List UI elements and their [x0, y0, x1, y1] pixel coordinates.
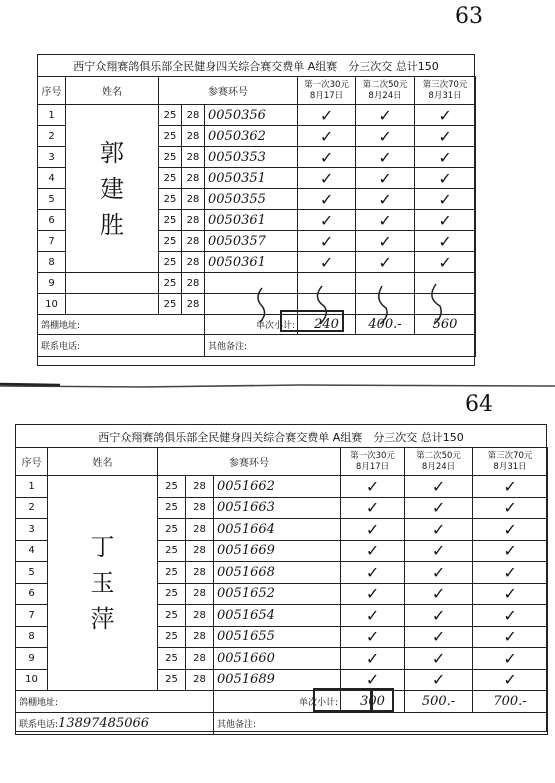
row-seq: 9: [16, 648, 48, 670]
row-seq: 2: [16, 497, 48, 519]
row-seq: 6: [16, 583, 48, 605]
notes-label: 其他备注:: [205, 335, 476, 357]
pay2-check: ✓: [356, 126, 415, 147]
ring-number: 0050357: [205, 231, 298, 252]
owner-name-blank: [66, 294, 159, 315]
ring-prefix-b: 28: [182, 126, 205, 147]
ring-prefix-b: 28: [182, 168, 205, 189]
pay3-check: ✓: [473, 497, 548, 519]
pay2-check: ✓: [405, 669, 473, 691]
ring-prefix-b: 28: [186, 605, 214, 627]
owner-name-char: 郭: [100, 138, 124, 167]
fee-table: [15, 447, 548, 735]
ring-prefix-b: 28: [186, 476, 214, 498]
pay2-check: ✓: [356, 168, 415, 189]
pay3-check: ✓: [473, 605, 548, 627]
header-pay2-label: 第二次50元: [362, 79, 408, 90]
ring-prefix-a: 25: [159, 126, 182, 147]
pay2-check: ✓: [405, 562, 473, 584]
row-seq: 8: [16, 626, 48, 648]
phone-label: 联系电话:: [38, 335, 205, 357]
ring-prefix-a: 25: [159, 294, 182, 315]
row-seq: 3: [16, 519, 48, 541]
pay3-check: ✓: [415, 189, 476, 210]
pay2-check: ✓: [405, 497, 473, 519]
subtotal-pay2: 500.-: [405, 691, 473, 713]
ring-prefix-a: 25: [158, 476, 186, 498]
pay3-check: ✓: [415, 147, 476, 168]
ring-prefix-b: 28: [186, 519, 214, 541]
pay3-check: ✓: [415, 252, 476, 273]
header-ring: 参赛环号: [159, 77, 298, 105]
owner-name-char: 建: [100, 174, 124, 203]
pay3-check: ✓: [473, 519, 548, 541]
table-row: [16, 476, 548, 498]
header-name: 姓名: [66, 77, 159, 105]
ring-prefix-b: 28: [182, 231, 205, 252]
phone-label: 联系电话:: [19, 720, 59, 730]
pay3-check: ✓: [415, 105, 476, 126]
ring-prefix-b: 28: [182, 210, 205, 231]
pay3-check: ✓: [473, 583, 548, 605]
ring-prefix-b: 28: [182, 105, 205, 126]
pay1-check: ✓: [298, 126, 356, 147]
scan-edge: [0, 380, 555, 392]
pay3-check: ✓: [473, 669, 548, 691]
owner-name-char: 丁: [90, 533, 115, 561]
pay2-check: ✓: [405, 583, 473, 605]
ring-number: 0051664: [214, 519, 341, 541]
pay3-check: ✓: [473, 540, 548, 562]
header-pay2: [356, 77, 415, 105]
row-seq: 2: [38, 126, 66, 147]
ring-prefix-a: 25: [158, 583, 186, 605]
notes-label: 其他备注:: [214, 713, 548, 735]
header-pay2-date: 8月24日: [421, 461, 456, 472]
header-pay1: [341, 448, 405, 476]
row-seq: 7: [38, 231, 66, 252]
ring-number: 0050356: [205, 105, 298, 126]
pay2-check: ✓: [405, 605, 473, 627]
ring-prefix-a: 25: [159, 273, 182, 294]
form-title: 西宁众翔赛鸽俱乐部全民健身四关综合赛交费单 A组赛 分三次交 总计150: [73, 60, 439, 73]
pay1-check: ✓: [298, 252, 356, 273]
subtotal-pay3: 700.-: [473, 691, 548, 713]
ring-prefix-a: 25: [158, 519, 186, 541]
subtotal-label: 单次小计:: [214, 691, 341, 713]
ring-prefix-b: 28: [186, 562, 214, 584]
header-pay1: [298, 77, 356, 105]
pay2-check: ✓: [405, 476, 473, 498]
row-seq: 4: [16, 540, 48, 562]
pay2-check: ✓: [405, 626, 473, 648]
subtotal-pay1: 300: [341, 691, 405, 713]
header-pay1-date: 8月17日: [309, 90, 344, 101]
header-seq: 序号: [16, 448, 48, 476]
ring-number: 0051663: [214, 497, 341, 519]
ring-prefix-b: 28: [186, 540, 214, 562]
phone-cell: [16, 713, 214, 735]
ring-prefix-a: 25: [158, 648, 186, 670]
header-pay1-label: 第一次30元: [304, 79, 349, 90]
row-seq: 10: [38, 294, 66, 315]
page-number: 63: [455, 4, 483, 29]
ring-number: 0050355: [205, 189, 298, 210]
pay1-check: ✓: [298, 105, 356, 126]
subtotal-pay1: 240: [298, 315, 356, 335]
pay2-check: ✓: [405, 648, 473, 670]
table-row: [38, 105, 476, 126]
owner-name-char: 萍: [90, 605, 115, 633]
subtotal-stamp: [280, 310, 344, 332]
row-seq: 10: [16, 669, 48, 691]
row-seq: 4: [38, 168, 66, 189]
pay2-check: ✓: [356, 189, 415, 210]
row-seq: 5: [38, 189, 66, 210]
row-seq: 3: [38, 147, 66, 168]
ring-prefix-b: 28: [182, 294, 205, 315]
pay1-check: ✓: [341, 497, 405, 519]
pay1-check: ✓: [298, 231, 356, 252]
row-seq: 6: [38, 210, 66, 231]
pay3-check: ✓: [473, 626, 548, 648]
ring-prefix-a: 25: [159, 168, 182, 189]
owner-name-cell: [66, 105, 159, 273]
ring-number: 0050361: [205, 210, 298, 231]
pay2-check: ✓: [356, 147, 415, 168]
ring-prefix-a: 25: [159, 210, 182, 231]
pay3-check: ✓: [473, 476, 548, 498]
ring-prefix-b: 28: [182, 189, 205, 210]
pay1-check: ✓: [298, 210, 356, 231]
subtotal-stamp: [370, 688, 394, 712]
pay3-check: ✓: [415, 168, 476, 189]
ring-prefix-a: 25: [159, 231, 182, 252]
ring-prefix-a: 25: [158, 562, 186, 584]
pay1-check: ✓: [341, 540, 405, 562]
ring-number: 0050361: [205, 252, 298, 273]
header-pay2-label: 第二次50元: [416, 450, 461, 461]
ring-prefix-a: 25: [159, 252, 182, 273]
loft-address-label: 鸽棚地址:: [16, 691, 214, 713]
owner-name-char: 胜: [100, 210, 124, 239]
subtotal-label: 单次小计:: [205, 315, 298, 335]
header-seq: 序号: [38, 77, 66, 105]
pay1-check: ✓: [341, 519, 405, 541]
ring-number: 0051662: [214, 476, 341, 498]
pay1-check: ✓: [298, 168, 356, 189]
loft-address-label: 鸽棚地址:: [38, 315, 205, 335]
pay3-check: ✓: [473, 648, 548, 670]
ring-prefix-b: 28: [182, 273, 205, 294]
pay3-check: ✓: [415, 231, 476, 252]
ring-prefix-a: 25: [159, 105, 182, 126]
pay1-check: ✓: [341, 669, 405, 691]
header-pay3: [473, 448, 548, 476]
subtotal-stamp: [313, 688, 373, 712]
ring-number: 0051652: [214, 583, 341, 605]
ring-prefix-a: 25: [158, 605, 186, 627]
pay1-check: ✓: [341, 605, 405, 627]
row-seq: 1: [16, 476, 48, 498]
pay3-check: ✓: [415, 126, 476, 147]
row-seq: 5: [16, 562, 48, 584]
row-seq: 8: [38, 252, 66, 273]
page-number: 64: [465, 392, 493, 417]
ring-number: 0050353: [205, 147, 298, 168]
subtotal-pay3: 560: [415, 315, 476, 335]
pay1-check: ✓: [341, 648, 405, 670]
ring-number: 0050351: [205, 168, 298, 189]
header-pay3-date: 8月31日: [428, 90, 462, 101]
header-pay3-date: 8月31日: [493, 461, 527, 472]
owner-name-char: 玉: [90, 569, 115, 597]
ring-prefix-b: 28: [182, 147, 205, 168]
pay1-check: ✓: [341, 562, 405, 584]
ring-number: 0051689: [214, 669, 341, 691]
owner-name-blank: [66, 273, 159, 294]
header-ring: 参赛环号: [158, 448, 341, 476]
header-name: 姓名: [48, 448, 158, 476]
ring-prefix-b: 28: [182, 252, 205, 273]
row-seq: 1: [38, 105, 66, 126]
row-seq: 7: [16, 605, 48, 627]
pay1-check: ✓: [341, 626, 405, 648]
owner-name-cell: [48, 476, 158, 691]
pay2-check: ✓: [405, 519, 473, 541]
contact-row: [38, 335, 476, 357]
header-pay3: [415, 77, 476, 105]
pay1-check: ✓: [298, 147, 356, 168]
ring-prefix-b: 28: [186, 583, 214, 605]
pay1-check: ✓: [341, 476, 405, 498]
pay2-check: ✓: [405, 540, 473, 562]
phone-value: 13897485066: [58, 716, 150, 731]
row-seq: 9: [38, 273, 66, 294]
ring-prefix-b: 28: [186, 669, 214, 691]
header-pay2-date: 8月24日: [368, 90, 402, 101]
pay2-check: ✓: [356, 231, 415, 252]
ring-prefix-b: 28: [186, 648, 214, 670]
subtotal-pay2: 400.-: [356, 315, 415, 335]
ring-number: 0050362: [205, 126, 298, 147]
pay3-check: ✓: [473, 562, 548, 584]
subtotal-row: [16, 691, 548, 713]
header-pay1-date: 8月17日: [355, 461, 390, 472]
ring-prefix-a: 25: [159, 147, 182, 168]
ring-prefix-b: 28: [186, 497, 214, 519]
pay2-check: ✓: [356, 252, 415, 273]
ring-number: 0051654: [214, 605, 341, 627]
ring-prefix-a: 25: [158, 497, 186, 519]
pay3-check: ✓: [415, 210, 476, 231]
ring-number: 0051668: [214, 562, 341, 584]
header-pay3-label: 第三次70元: [422, 79, 468, 90]
contact-row: [16, 713, 548, 735]
ring-number: 0051660: [214, 648, 341, 670]
header-pay2: [405, 448, 473, 476]
form-title: 西宁众翔赛鸽俱乐部全民健身四关综合赛交费单 A组赛 分三次交 总计150: [98, 431, 464, 444]
pay2-check: ✓: [356, 105, 415, 126]
ring-prefix-a: 25: [158, 626, 186, 648]
pay2-check: ✓: [356, 210, 415, 231]
ring-prefix-b: 28: [186, 626, 214, 648]
header-pay1-label: 第一次30元: [350, 450, 395, 461]
header-pay3-label: 第三次70元: [487, 450, 533, 461]
ring-number: 0051669: [214, 540, 341, 562]
ring-prefix-a: 25: [158, 669, 186, 691]
pay1-check: ✓: [298, 189, 356, 210]
pay1-check: ✓: [341, 583, 405, 605]
ring-number: 0051655: [214, 626, 341, 648]
ring-prefix-a: 25: [158, 540, 186, 562]
ring-prefix-a: 25: [159, 189, 182, 210]
